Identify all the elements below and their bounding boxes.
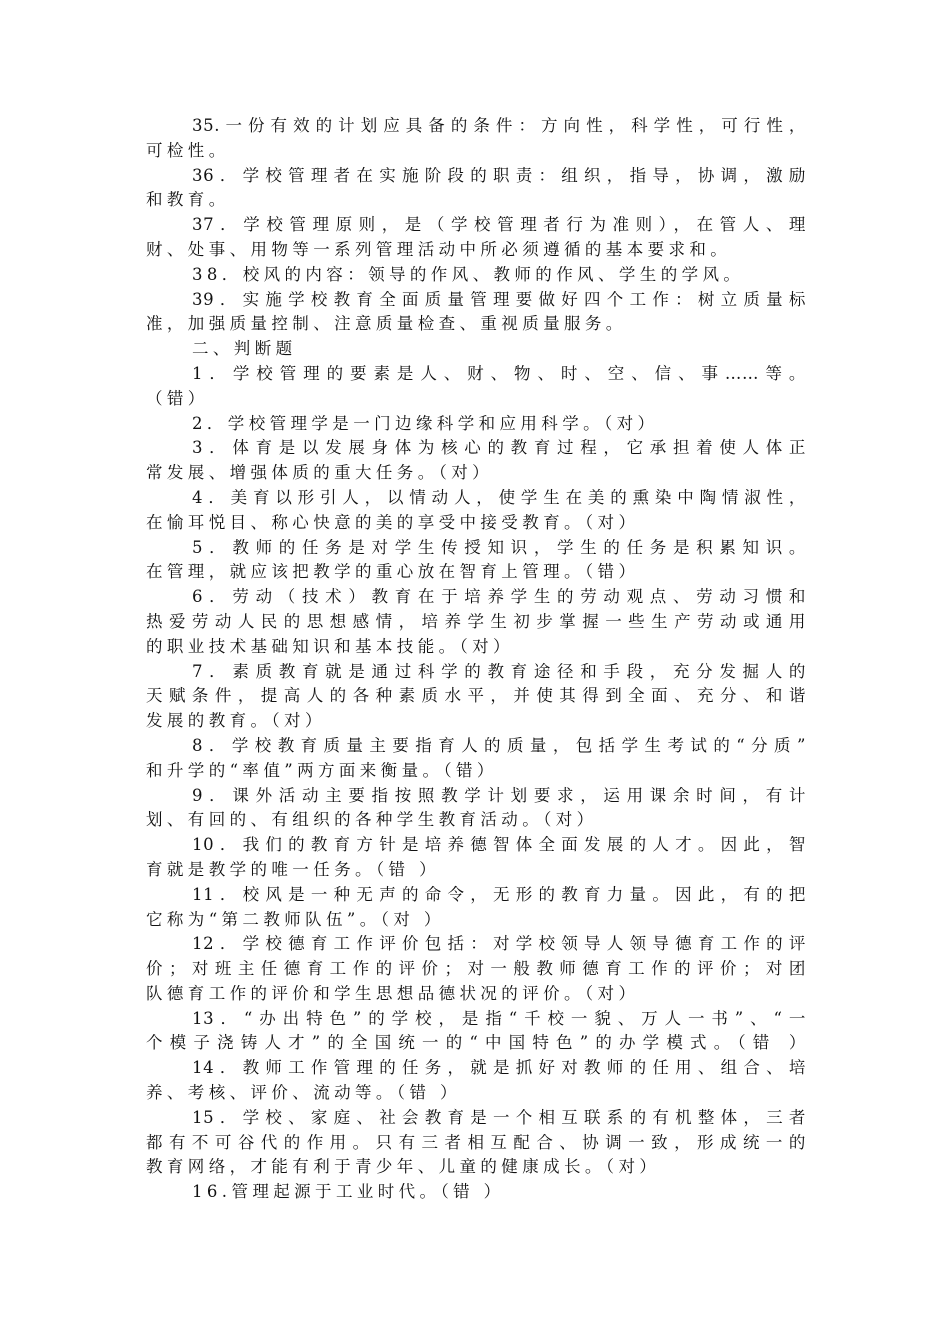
question-paragraph (146, 288, 806, 338)
question-paragraph (146, 585, 806, 659)
paragraph-first-line: 1．学校管理的要素是人、财、物、时、空、信、事……等。 (192, 363, 806, 383)
question-paragraph (146, 784, 806, 834)
paragraph-first-line: 5．教师的任务是对学生传授知识，学生的任务是积累知识。 (192, 537, 806, 557)
paragraph-first-line: 36．学校管理者在实施阶段的职责：组织，指导，协调，激励 (192, 165, 806, 185)
paragraph-first-line: 12．学校德育工作评价包括：对学校领导人领导德育工作的评 (192, 934, 806, 954)
paragraph-first-line: 14．教师工作管理的任务，就是抓好对教师的任用、组合、培 (192, 1058, 806, 1078)
question-paragraph (146, 536, 806, 586)
question-paragraph (146, 436, 806, 486)
question-paragraph (146, 1180, 806, 1205)
paragraph-first-line: 6．劳动（技术）教育在于培养学生的劳动观点、劳动习惯和 (192, 587, 806, 607)
paragraph-continuation-line: 都有不可谷代的作用。只有三者相互配合、协调一致，形成统一的 (146, 1132, 806, 1152)
question-paragraph (146, 412, 806, 437)
paragraph-continuation-line: 它称为“第二教师队伍”。（对 ） (146, 909, 445, 929)
paragraph-continuation-line: 天赋条件，提高人的各种素质水平，并使其得到全面、充分、和谐 (146, 686, 806, 706)
paragraph-continuation-line: 和升学的“率值”两方面来衡量。（错） (146, 760, 498, 780)
question-paragraph (146, 833, 806, 883)
paragraph-first-line: 37．学校管理原则，是（学校管理者行为准则），在管人、理 (192, 215, 806, 235)
paragraph-continuation-line: （错） (146, 388, 209, 408)
question-paragraph (146, 1007, 806, 1057)
paragraph-first-line: 13．“办出特色”的学校，是指“千校一貌、万人一书”、“一 (192, 1008, 806, 1028)
question-paragraph (146, 1056, 806, 1106)
paragraph-continuation-line: 队德育工作的评价和学生思想品德状况的评价。（对） (146, 983, 640, 1003)
document-body (146, 114, 806, 1205)
paragraph-continuation-line: 的职业技术基础知识和基本技能。（对） (146, 636, 514, 656)
paragraph-continuation-line: 可检性。 (146, 140, 230, 160)
paragraph-first-line: 16.管理起源于工业时代。（错 ） (192, 1182, 505, 1202)
paragraph-continuation-line: 价；对班主任德育工作的评价；对一般教师德育工作的评价；对团 (146, 959, 806, 979)
paragraph-continuation-line: 在愉耳悦目、称心快意的美的享受中接受教育。（对） (146, 512, 640, 532)
paragraph-continuation-line: 养、考核、评价、流动等。（错 ） (146, 1083, 461, 1103)
paragraph-continuation-line: 发展的教育。（对） (146, 711, 326, 731)
paragraph-first-line: 35.一份有效的计划应具备的条件：方向性，科学性，可行性， (192, 116, 806, 135)
paragraph-first-line: 39．实施学校教育全面质量管理要做好四个工作：树立质量标 (192, 289, 806, 309)
paragraph-continuation-line: 在管理，就应该把教学的重心放在智育上管理。（错） (146, 562, 640, 582)
question-paragraph (146, 114, 806, 164)
section-heading (146, 337, 806, 362)
paragraph-first-line: 8．学校教育质量主要指育人的质量，包括学生考试的“分质” (192, 735, 806, 755)
question-paragraph (146, 486, 806, 536)
paragraph-continuation-line: 准，加强质量控制、注意质量检查、重视质量服务。 (146, 314, 627, 334)
paragraph-first-line: 9．课外活动主要指按照教学计划要求，运用课余时间，有计 (192, 785, 806, 805)
paragraph-first-line: 4．美育以形引人，以情动人，使学生在美的熏染中陶情淑性， (192, 487, 806, 507)
paragraph-continuation-line: 热爱劳动人民的思想感情，培养学生初步掌握一些生产劳动或通用 (146, 611, 806, 631)
question-paragraph (146, 164, 806, 214)
paragraph-continuation-line: 和教育。 (146, 190, 230, 210)
question-paragraph (146, 1106, 806, 1180)
paragraph-continuation-line: 个模子浇铸人才”的全国统一的“中国特色”的办学模式。（错 ） (146, 1033, 806, 1053)
paragraph-continuation-line: 教育网络，才能有利于青少年、儿童的健康成长。（对） (146, 1157, 661, 1177)
paragraph-continuation-line: 划、有回的、有组织的各种学生教育活动。（对） (146, 810, 598, 830)
paragraph-first-line: 15．学校、家庭、社会教育是一个相互联系的有机整体，三者 (192, 1107, 806, 1127)
paragraph-continuation-line: 育就是教学的唯一任务。（错 ） (146, 859, 440, 879)
question-paragraph (146, 734, 806, 784)
question-paragraph (146, 883, 806, 933)
question-paragraph (146, 362, 806, 412)
paragraph-first-line: 38．校风的内容：领导的作风、教师的作风、学生的学风。 (192, 264, 745, 284)
question-paragraph (146, 263, 806, 288)
paragraph-first-line: 7．素质教育就是通过科学的教育途径和手段，充分发掘人的 (192, 661, 806, 681)
paragraph-continuation-line: 财、处事、用物等一系列管理活动中所必须遵循的基本要求和。 (146, 239, 732, 259)
paragraph-first-line: 二、判断题 (192, 339, 297, 359)
paragraph-continuation-line: 常发展、增强体质的重大任务。（对） (146, 463, 494, 483)
question-paragraph (146, 660, 806, 734)
paragraph-first-line: 2．学校管理学是一门边缘科学和应用科学。（对） (192, 413, 659, 433)
question-paragraph (146, 932, 806, 1006)
paragraph-first-line: 3．体育是以发展身体为核心的教育过程，它承担着使人体正 (192, 438, 806, 458)
question-paragraph (146, 213, 806, 263)
paragraph-first-line: 10．我们的教育方针是培养德智体全面发展的人才。因此，智 (192, 835, 806, 855)
paragraph-first-line: 11．校风是一种无声的命令，无形的教育力量。因此，有的把 (192, 884, 806, 904)
